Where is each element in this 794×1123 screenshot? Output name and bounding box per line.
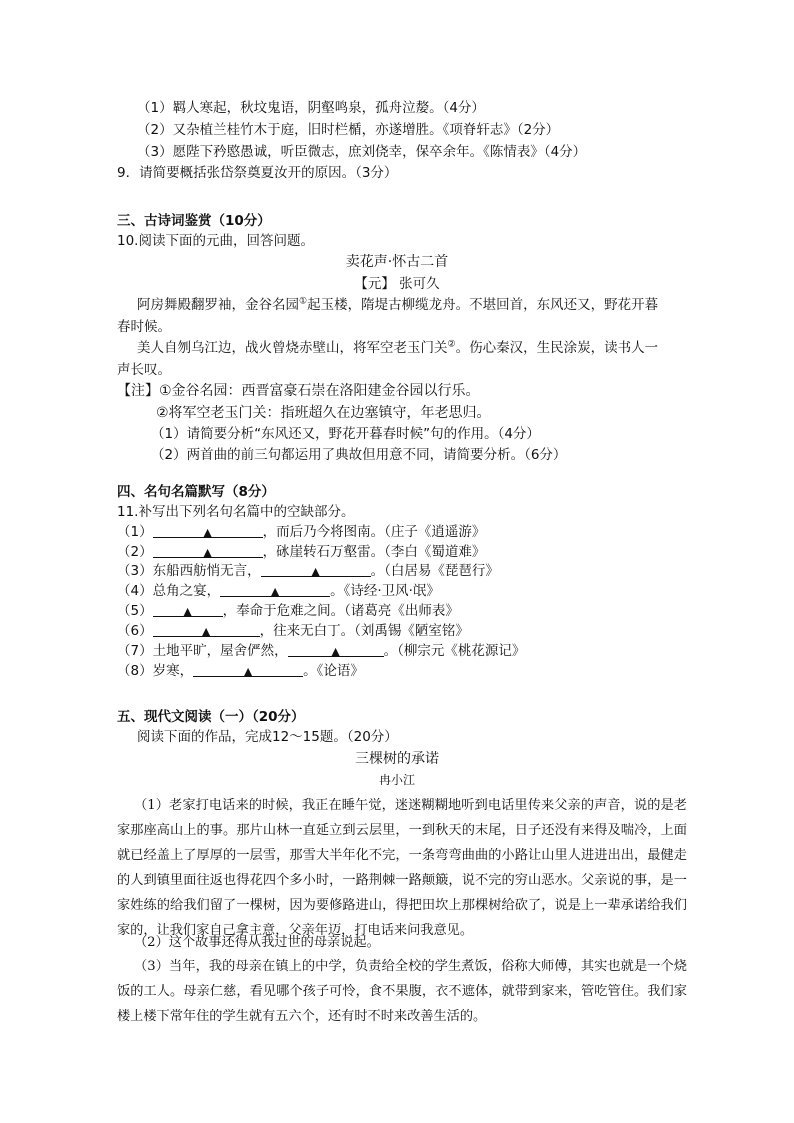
answer-blank[interactable] — [288, 641, 384, 657]
section-5-title: 五、现代文阅读（一）（20分） — [117, 709, 305, 725]
triangle-marker-icon: ▲ — [203, 526, 212, 539]
note-ref-1: ① — [299, 296, 308, 307]
fill-item-2: （2） ▲ ，砯崖转石万壑雷。（李白《蜀道难》 — [117, 544, 486, 560]
poem-1-line-2: 春时候。 — [117, 319, 171, 335]
fill-item-8: （8）岁寒， ▲ 。《论语》 — [117, 663, 364, 679]
fill-item-1: （1） ▲ ，而后乃今将图南。（庄子《逍遥游》 — [117, 524, 486, 540]
fill-item-6: （6） ▲ ，往来无白丁。（刘禹锡《陋室铭》 — [117, 623, 469, 639]
prev-item-2: （2）又杂植兰桂竹木于庭，旧时栏楯，亦遂增胜。《项脊轩志》（2分） — [137, 122, 560, 138]
sub-question-2: （2）两首曲的前三句都运用了典故但用意不同，请简要分析。（6分） — [151, 447, 567, 463]
answer-blank[interactable] — [220, 581, 330, 597]
annotation-2: ②将军空老玉门关：指班超久在边塞镇守，年老思归。 — [156, 405, 491, 421]
article-author: 冉小江 — [378, 773, 415, 787]
sub-question-1: （1）请简要分析“东风还又，野花开暮春时候”句的作用。（4分） — [151, 426, 540, 442]
fill-item-5: （5） ▲ ，奉命于危难之间。（诸葛亮《出师表》 — [117, 603, 459, 619]
prev-item-3: （3）愿陛下矜愍愚诚，听臣微志，庶刘侥幸，保卒余年。《陈情表》（4分） — [137, 144, 587, 160]
prev-item-1: （1）羁人寒起，秋坟鬼语，阴壑鸣泉，孤舟泣嫠。（4分） — [137, 100, 485, 116]
poem-2-line-1: 美人自刎乌江边，战火曾烧赤壁山，将军空老玉门关②。伤心秦汉，生民涂炭，读书人一 — [137, 339, 659, 356]
answer-blank[interactable] — [261, 561, 371, 577]
question-11: 11.补写出下列名句名篇中的空缺部分。 — [117, 504, 355, 520]
triangle-marker-icon: ▲ — [183, 605, 192, 618]
article-title: 三棵树的承诺 — [355, 751, 439, 767]
fill-item-4: （4）总角之宴， ▲ 。《诗经·卫风·氓》 — [117, 583, 440, 599]
triangle-marker-icon: ▲ — [201, 625, 211, 638]
answer-blank[interactable] — [153, 542, 263, 558]
poem-1-line-1: 阿房舞殿翻罗袖，金谷名园①起玉楼，隋堤古柳缆龙舟。不堪回首，东风还又，野花开暮 — [137, 296, 659, 313]
note-ref-2: ② — [447, 339, 456, 350]
article-paragraph-3: （3）当年，我的母亲在镇上的中学，负责给全校的学生煮饭，俗称大师傅，其实也就是一个烧饭的工人。母亲仁慈，看见哪个孩子可怜，食不果腹，衣不遮体，就带到家来，管吃管住。我们家楼上楼下常年住的学生就有五六个，还有时不时来改善生活的。 — [117, 959, 687, 1024]
annotation-1: 【注】①金谷名园：西晋富豪石崇在洛阳建金谷园以行乐。 — [117, 383, 480, 399]
section-4-title: 四、名句名篇默写（8分） — [117, 484, 275, 500]
fill-item-3: （3）东船西舫悄无言， ▲ 。（白居易《琵琶行》 — [117, 563, 499, 579]
fill-item-7: （7）土地平旷，屋舍俨然， ▲ 。（柳宗元《桃花源记》 — [117, 643, 526, 659]
triangle-marker-icon: ▲ — [311, 565, 320, 578]
answer-blank[interactable] — [153, 601, 223, 617]
question-9: 9．请简要概括张岱祭奠夏汝开的原因。（3分） — [117, 165, 398, 181]
triangle-marker-icon: ▲ — [243, 665, 253, 678]
triangle-marker-icon: ▲ — [270, 585, 280, 598]
question-10: 10.阅读下面的元曲，回答问题。 — [117, 233, 314, 249]
article-paragraph-2: （2）这个故事还得从我过世的母亲说起。 — [134, 935, 380, 950]
reading-intro: 阅读下面的作品，完成12～15题。（20分） — [137, 729, 398, 745]
article-paragraph-1: （1）老家打电话来的时候，我正在睡午觉，迷迷糊糊地听到电话里传来父亲的声音，说的是老家那座高山上的事。那片山林一直延立到云层里，一到秋天的末尾，日子还没有来得及喘冷，上面就已经盖上了厚厚的一层雪，那雪大半年化不完，一条弯弯曲曲的小路让山里人进进出出，最健走的人到镇里面往返也得花四个多小时，一路荆棘一路颠簸，说不完的穷山恶水。父亲说的事，是一家姓练的给我们留了一棵树，因为要修路进山，得把田坎上那棵树给砍了，说是上一辈承诺给我们家的，让我们家自己拿主意，父亲年迈，打电话来问我意见。 — [117, 798, 687, 938]
answer-blank[interactable] — [153, 522, 263, 538]
triangle-marker-icon: ▲ — [203, 546, 212, 559]
answer-blank[interactable] — [153, 621, 260, 637]
answer-blank[interactable] — [193, 661, 303, 677]
triangle-marker-icon: ▲ — [331, 645, 340, 658]
poem-author: 【元】 张可久 — [354, 276, 440, 292]
section-3-title: 三、古诗词鉴赏（10分） — [117, 213, 271, 229]
poem-2-line-2: 声长叹。 — [117, 362, 171, 378]
poem-title: 卖花声·怀古二首 — [345, 254, 449, 270]
